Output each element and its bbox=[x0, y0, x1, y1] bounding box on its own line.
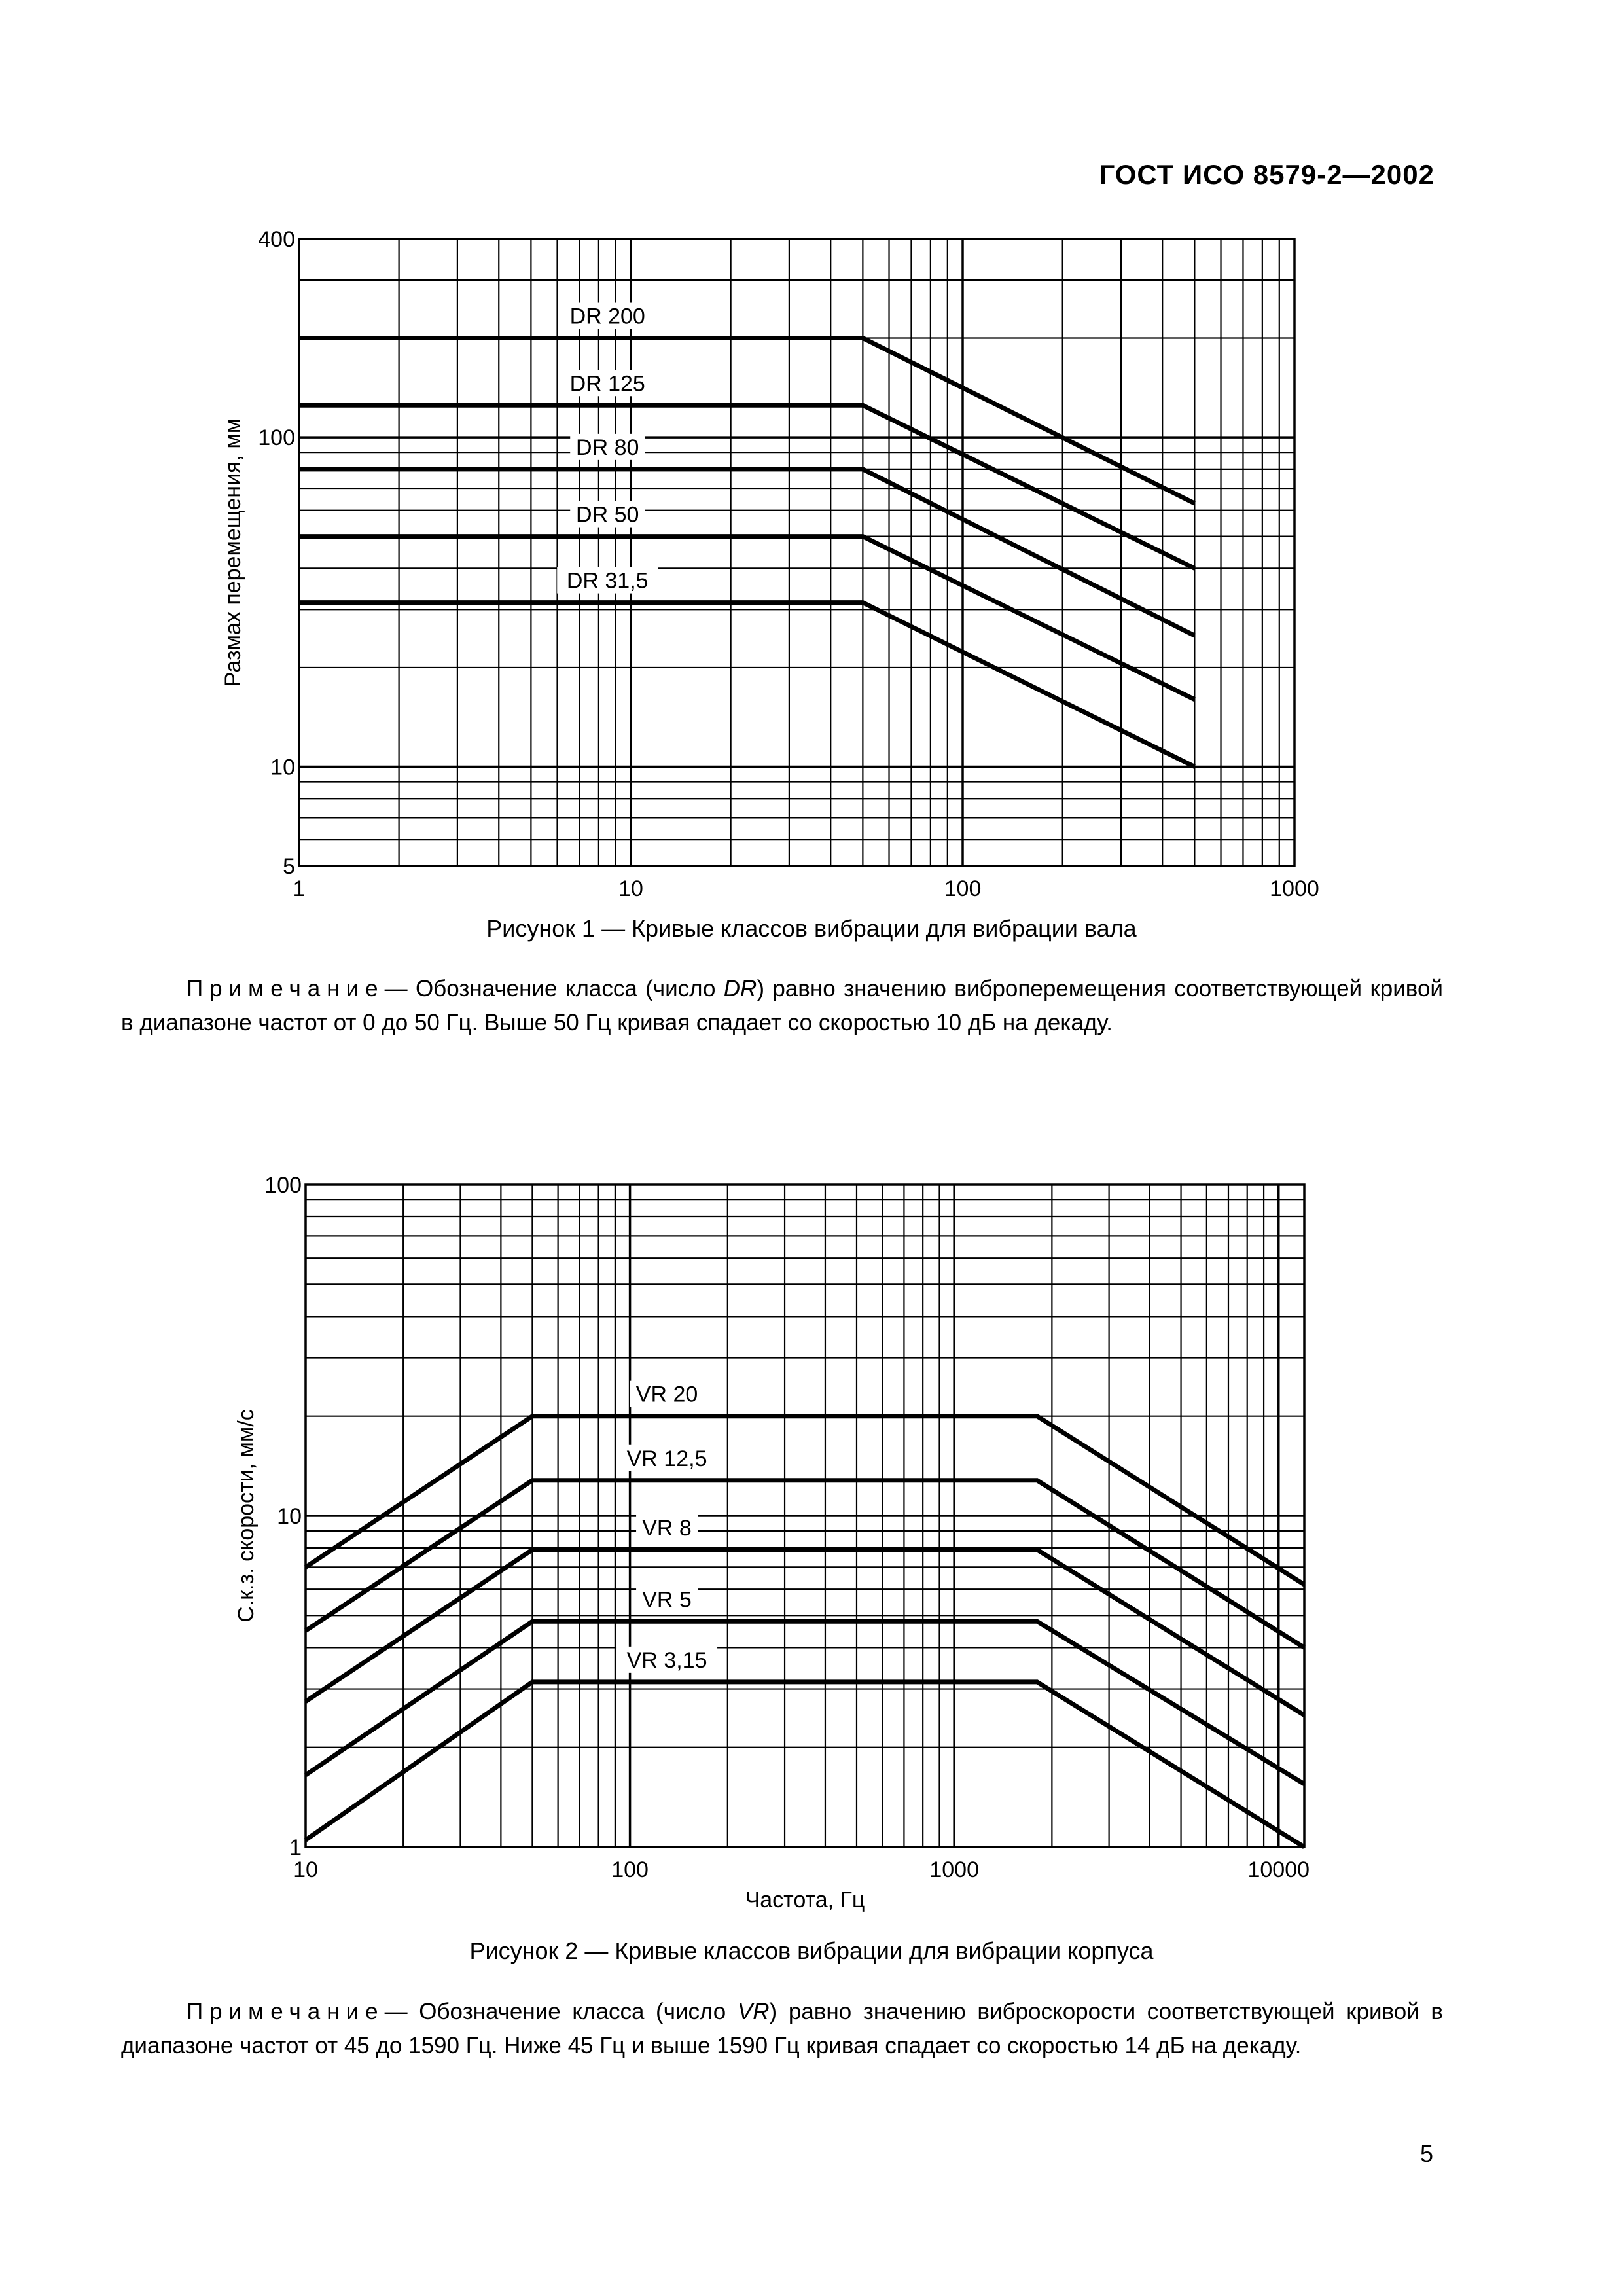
figure-1-caption: Рисунок 1 — Кривые классов вибрации для вибрации вала bbox=[486, 915, 1137, 942]
note-lead: Примечание bbox=[187, 1999, 385, 2024]
x-tick-label: 100 bbox=[944, 876, 982, 901]
x-tick-label: 1000 bbox=[929, 1857, 979, 1882]
x-tick-label: 1 bbox=[293, 876, 306, 901]
y-tick-label: 100 bbox=[264, 1173, 302, 1198]
note-italic: VR bbox=[737, 1999, 770, 2024]
x-tick-label: 100 bbox=[611, 1857, 649, 1882]
series-line bbox=[306, 1682, 1304, 1847]
y-axis-label: С.к.з. скорости, мм/с bbox=[234, 1409, 259, 1623]
series-label: VR 8 bbox=[642, 1515, 692, 1541]
x-axis-label: Частота, Гц bbox=[745, 1888, 865, 1912]
note-text-rest: ) равно значению виброперемещения соответствующей кривой в диапазоне частот от 0 до 50 Гц. Выше 50 Гц кривая спадает со скоростью 10 дБ на декаду. bbox=[121, 976, 1443, 1035]
x-tick-label: 10 bbox=[618, 876, 643, 901]
y-tick-label: 10 bbox=[277, 1504, 302, 1529]
y-tick-label: 400 bbox=[258, 227, 295, 252]
y-tick-label: 1 bbox=[289, 1835, 302, 1860]
series-line bbox=[306, 1621, 1304, 1784]
series-label: DR 31,5 bbox=[566, 568, 649, 594]
y-axis-label: Размах перемещения, мм bbox=[221, 418, 245, 687]
series-line bbox=[306, 1416, 1304, 1585]
page-number: 5 bbox=[1419, 2140, 1433, 2167]
figure-2-caption: Рисунок 2 — Кривые классов вибрации для вибрации корпуса bbox=[469, 1937, 1154, 1964]
x-tick-label: 1000 bbox=[1270, 876, 1319, 901]
note-text: — Обозначение класса (число bbox=[384, 976, 724, 1001]
series-label: VR 12,5 bbox=[626, 1446, 707, 1471]
note-lead: Примечание bbox=[187, 976, 385, 1001]
note-text-rest: ) равно значению виброскорости соответствующей кривой в диапазоне частот от 45 до 1590 Гц. Ниже 45 Гц и выше 1590 Гц кривая спадает со скоростью 14 дБ на декаду. bbox=[121, 1999, 1443, 2058]
y-tick-label: 10 bbox=[270, 755, 295, 780]
document-header: ГОСТ ИСО 8579-2—2002 bbox=[1099, 159, 1435, 190]
y-tick-label: 5 bbox=[283, 854, 295, 879]
series-label: VR 5 bbox=[642, 1587, 692, 1613]
x-tick-label: 10000 bbox=[1247, 1857, 1310, 1882]
y-tick-label: 100 bbox=[258, 425, 295, 451]
series-label: VR 20 bbox=[635, 1382, 698, 1407]
series-label: DR 50 bbox=[576, 502, 639, 528]
note-text: — Обозначение класса (число bbox=[384, 1999, 738, 2024]
series-label: DR 200 bbox=[569, 304, 645, 329]
series-label: DR 80 bbox=[576, 435, 639, 460]
series-label: DR 125 bbox=[569, 371, 645, 397]
series-label: VR 3,15 bbox=[626, 1647, 707, 1673]
x-tick-label: 10 bbox=[293, 1857, 318, 1882]
note-italic: DR bbox=[723, 976, 757, 1001]
figure-2-note bbox=[121, 1995, 1443, 2063]
